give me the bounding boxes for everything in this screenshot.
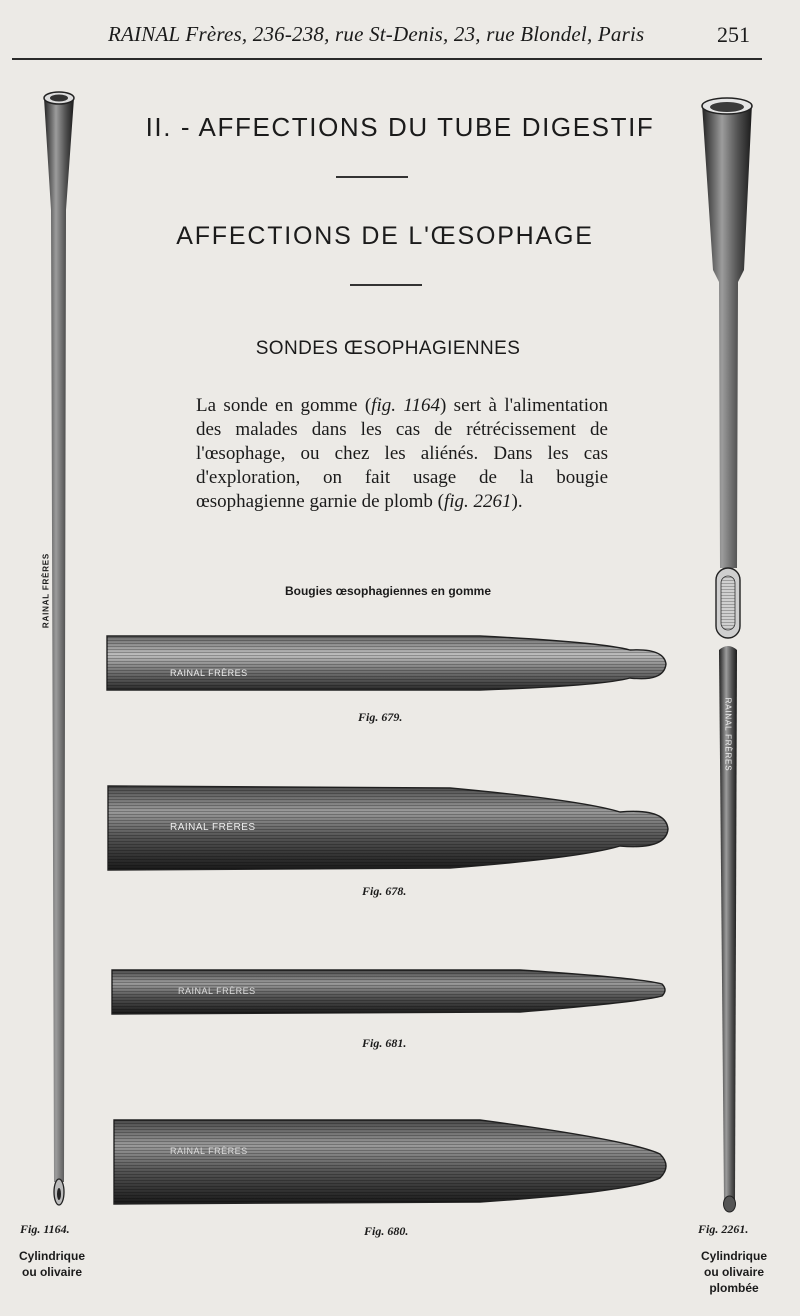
caption-fig-678: Fig. 678. — [362, 884, 407, 898]
label-left-line-1: Cylindrique — [18, 1249, 85, 1263]
bougie-680-illustration — [114, 1120, 666, 1204]
paragraph-text-1: La sonde en gomme ( — [196, 395, 372, 416]
label-cylindrique-right — [684, 1248, 784, 1296]
maker-mark-1164: RAINAL FRÈRES — [41, 552, 51, 629]
figure-ref-1164: fig. 1164 — [371, 395, 440, 416]
maker-mark-2261: RAINAL FRÈRES — [723, 697, 733, 772]
bougie-2261-upper-illustration — [702, 98, 752, 638]
maker-mark-678: RAINAL FRÈRES — [170, 822, 256, 833]
chapter-heading: AFFECTIONS DE L'ŒSOPHAGE — [176, 222, 594, 250]
figure-ref-2261: fig. 2261 — [443, 491, 512, 512]
label-right-line-2: ou olivaire — [703, 1265, 765, 1279]
paragraph-text-3: ). — [511, 491, 523, 512]
label-left-line-2: ou olivaire — [21, 1265, 83, 1279]
caption-fig-1164: Fig. 1164. — [20, 1222, 70, 1236]
caption-fig-679: Fig. 679. — [358, 710, 403, 724]
caption-fig-681: Fig. 681. — [362, 1036, 407, 1050]
sonde-1164-illustration — [41, 92, 74, 1205]
bougie-679-illustration — [107, 636, 666, 690]
maker-mark-680: RAINAL FRÈRES — [170, 1146, 248, 1156]
page-number: 251 — [717, 22, 750, 47]
label-right-line-1: Cylindrique — [700, 1249, 767, 1263]
caption-fig-2261: Fig. 2261. — [698, 1222, 749, 1236]
label-right-line-3: plombée — [709, 1281, 759, 1295]
running-title: RAINAL Frères, 236-238, rue St-Denis, 23, rue Blondel, Paris — [108, 22, 645, 46]
maker-mark-681: RAINAL FRÈRES — [178, 986, 256, 996]
label-cylindrique-left — [2, 1248, 102, 1280]
maker-mark-679: RAINAL FRÈRES — [170, 668, 248, 678]
section-title: II. - AFFECTIONS DU TUBE DIGESTIF — [145, 112, 655, 142]
paragraph-text-2: ) sert à l'alimentation des malades dans les cas de rétrécissement de l'œsophage, ou chez les aliénés. Dans les cas d'exploration, on fait usage de la bougie œsophagienne garnie de plomb ( — [196, 395, 608, 512]
caption-fig-680: Fig. 680. — [364, 1224, 409, 1238]
bougies-caption: Bougies œsophagiennes en gomme — [284, 584, 492, 598]
subheading: SONDES ŒSOPHAGIENNES — [255, 338, 521, 359]
